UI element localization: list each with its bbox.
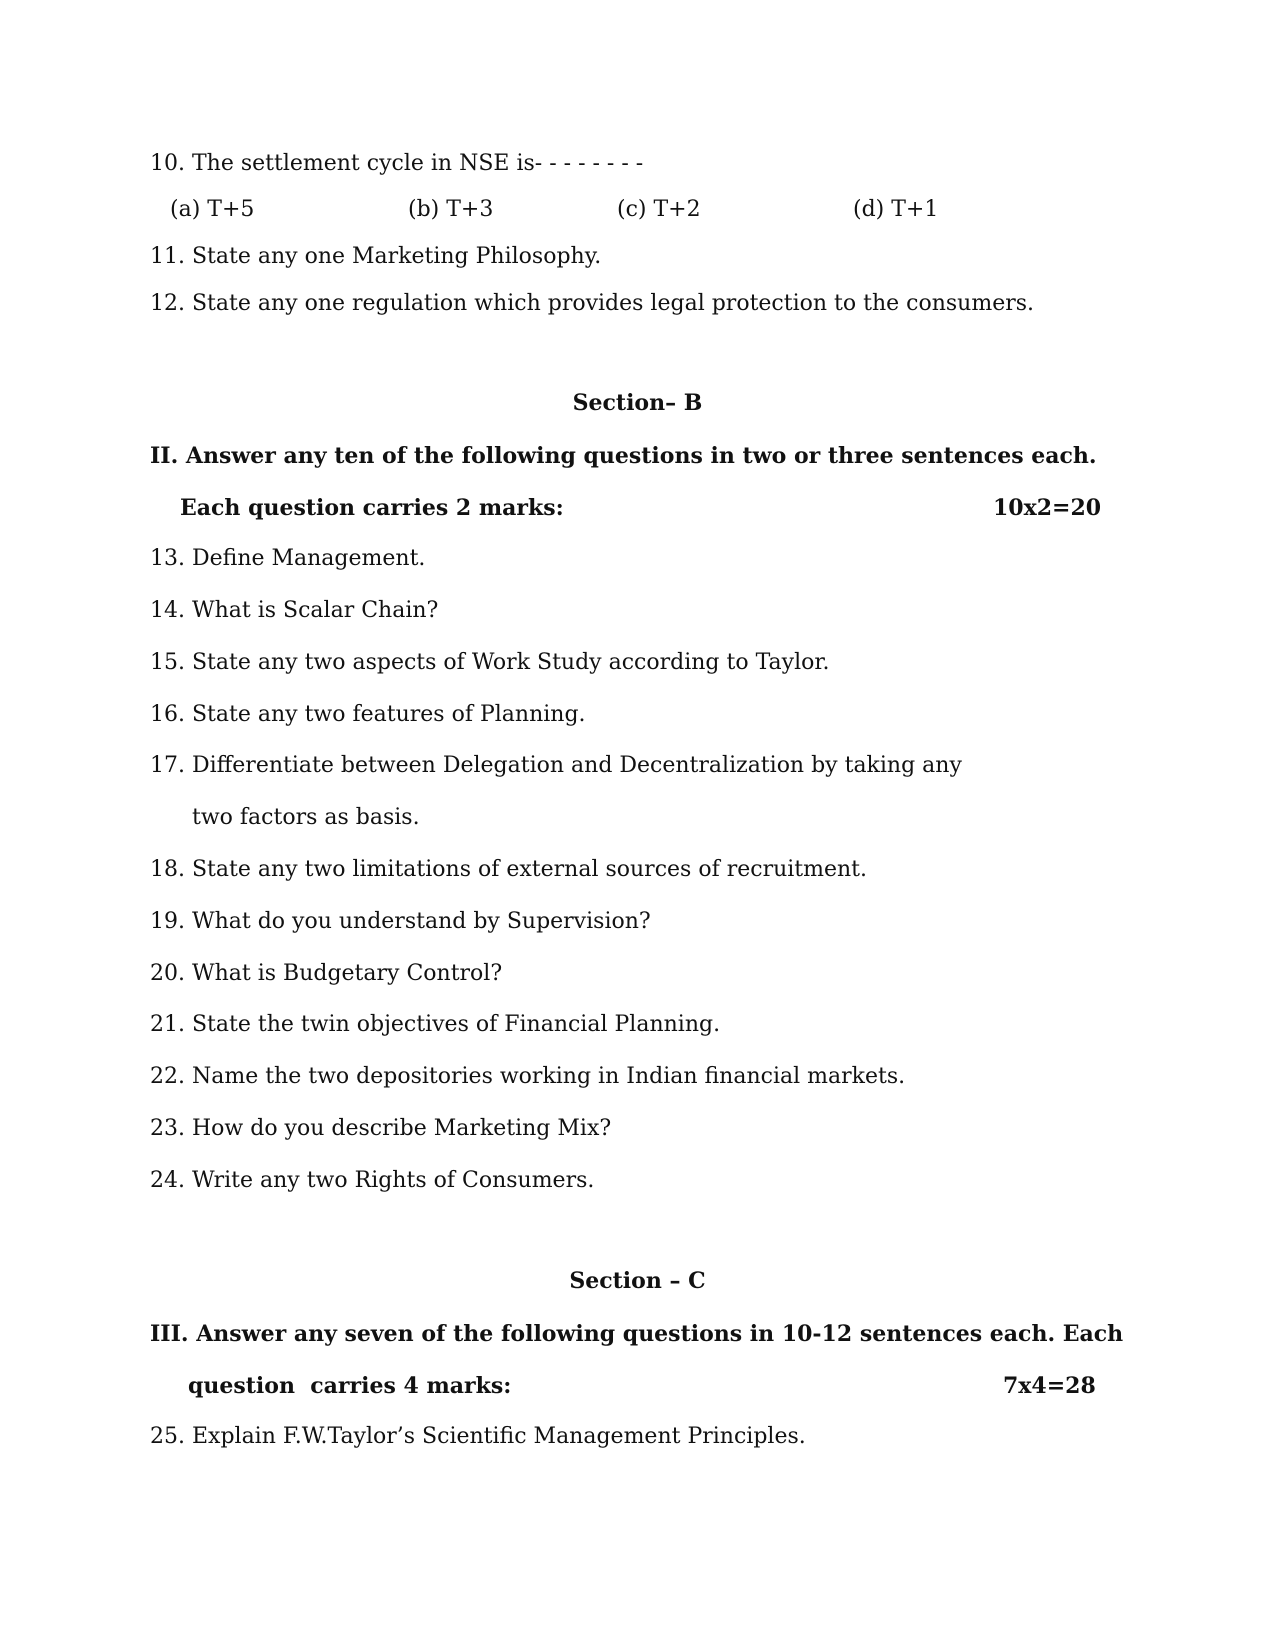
section-c-marks: 7x4=28	[1003, 1373, 1096, 1399]
section-c-instruction: III. Answer any seven of the following questions in 10-12 sentences each. Each	[150, 1321, 1124, 1347]
question-22: 22. Name the two depositories working in Indian financial markets.	[150, 1064, 906, 1089]
section-b-marks-line: Each question carries 2 marks:	[180, 495, 564, 521]
option-a: (a) T+5	[170, 197, 255, 222]
section-b-marks: 10x2=20	[993, 495, 1102, 521]
question-18: 18. State any two limitations of external sources of recruitment.	[150, 857, 868, 882]
question-21: 21. State the twin objectives of Financial Planning.	[150, 1012, 721, 1037]
section-b-title: Section– B	[572, 390, 703, 416]
section-c-title: Section – C	[569, 1268, 706, 1294]
question-25: 25. Explain F.W.Taylor’s Scientific Management Principles.	[150, 1424, 806, 1449]
section-c-marks-line: question carries 4 marks:	[188, 1373, 512, 1399]
question-15: 15. State any two aspects of Work Study according to Taylor.	[150, 650, 830, 675]
section-b-instruction: II. Answer any ten of the following questions in two or three sentences each.	[150, 443, 1097, 469]
question-24: 24. Write any two Rights of Consumers.	[150, 1168, 595, 1193]
question-10: 10. The settlement cycle in NSE is- - - - - - - -	[150, 151, 644, 176]
question-13: 13. Define Management.	[150, 546, 426, 571]
question-23: 23. How do you describe Marketing Mix?	[150, 1116, 612, 1141]
option-b: (b) T+3	[408, 197, 494, 222]
question-11: 11. State any one Marketing Philosophy.	[150, 244, 602, 269]
question-19: 19. What do you understand by Supervision?	[150, 909, 651, 934]
question-16: 16. State any two features of Planning.	[150, 702, 586, 727]
question-17: 17. Differentiate between Delegation and Decentralization by taking any	[150, 753, 962, 778]
question-17-continuation: two factors as basis.	[192, 805, 420, 830]
option-c: (c) T+2	[617, 197, 701, 222]
question-14: 14. What is Scalar Chain?	[150, 598, 439, 623]
question-20: 20. What is Budgetary Control?	[150, 961, 503, 986]
option-d: (d) T+1	[853, 197, 939, 222]
question-12: 12. State any one regulation which provides legal protection to the consumers.	[150, 291, 1035, 316]
